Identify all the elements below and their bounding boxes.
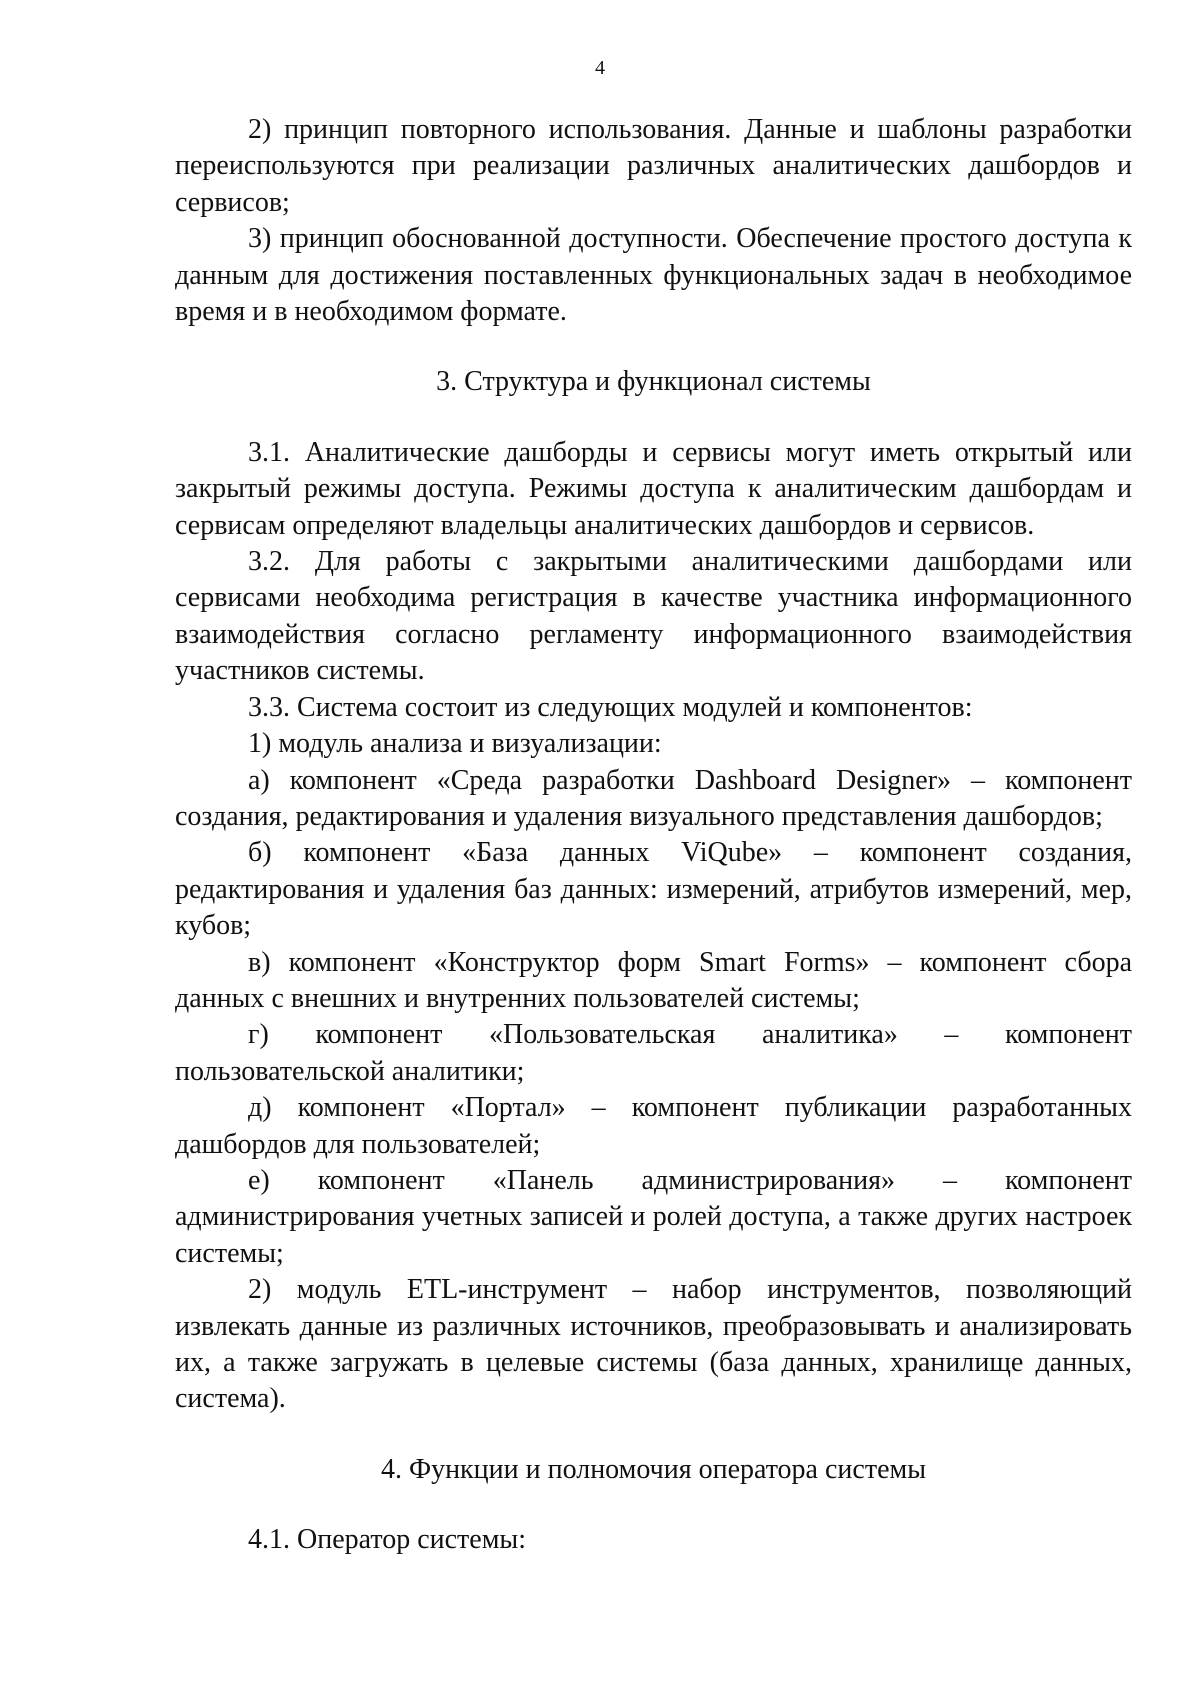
paragraph-3-1: 3.1. Аналитические дашборды и сервисы могут иметь открытый или закрытый режимы доступа. Режимы доступа к аналитическим дашбордам и сервисам определяют владельцы аналитических дашбордов и сервисов. [175,436,1132,541]
paragraph-3-2: 3.2. Для работы с закрытыми аналитическими дашбордами или сервисами необходима регистрация в качестве участника информационного взаимодействия согласно регламенту информационного взаимодействия участников системы. [175,546,1132,687]
list-item-component-b: б) компонент «База данных ViQube» – компонент создания, редактирования и удаления баз данных: измерений, атрибутов измерений, мер, кубов; [175,837,1132,942]
list-item-module-2: 2) модуль ETL-инструмент – набор инструментов, позволяющий извлекать данные из различных источников, преобразовывать и анализировать их, а также загружать в целевые системы (база данных, хранилище данных, система). [175,1274,1132,1415]
paragraph-4-1: 4.1. Оператор системы: [248,1524,527,1556]
paragraph-principle-availability: 3) принцип обоснованной доступности. Обеспечение простого доступа к данным для достижения поставленных функциональных задач в необходимое время и в необходимом формате. [175,223,1132,328]
list-item-component-a: а) компонент «Среда разработки Dashboard Designer» – компонент создания, редактирования и удаления визуального представления дашбордов; [175,764,1132,832]
list-item-component-d: д) компонент «Портал» – компонент публикации разработанных дашбордов для пользователей; [175,1092,1132,1160]
list-item-component-g: г) компонент «Пользовательская аналитика» – компонент пользовательской аналитики; [175,1019,1132,1087]
section-3-heading: 3. Структура и функционал системы [436,366,871,398]
page-number: 4 [595,57,605,79]
paragraph-3-3: 3.3. Система состоит из следующих модулей и компонентов: [248,691,973,723]
paragraph-principle-reuse: 2) принцип повторного использования. Данные и шаблоны разработки переиспользуются при реализации различных аналитических дашбордов и сервисов; [175,114,1132,218]
list-item-component-v: в) компонент «Конструктор форм Smart Forms» – компонент сбора данных с внешних и внутренних пользователей системы; [175,946,1132,1014]
list-item-component-e: е) компонент «Панель администрирования» – компонент администрирования учетных записей и ролей доступа, а также других настроек системы; [175,1164,1132,1269]
list-item-module-1: 1) модуль анализа и визуализации: [248,728,662,760]
document-body [175,112,1132,1559]
section-4-heading: 4. Функции и полномочия оператора системы [380,1453,927,1485]
